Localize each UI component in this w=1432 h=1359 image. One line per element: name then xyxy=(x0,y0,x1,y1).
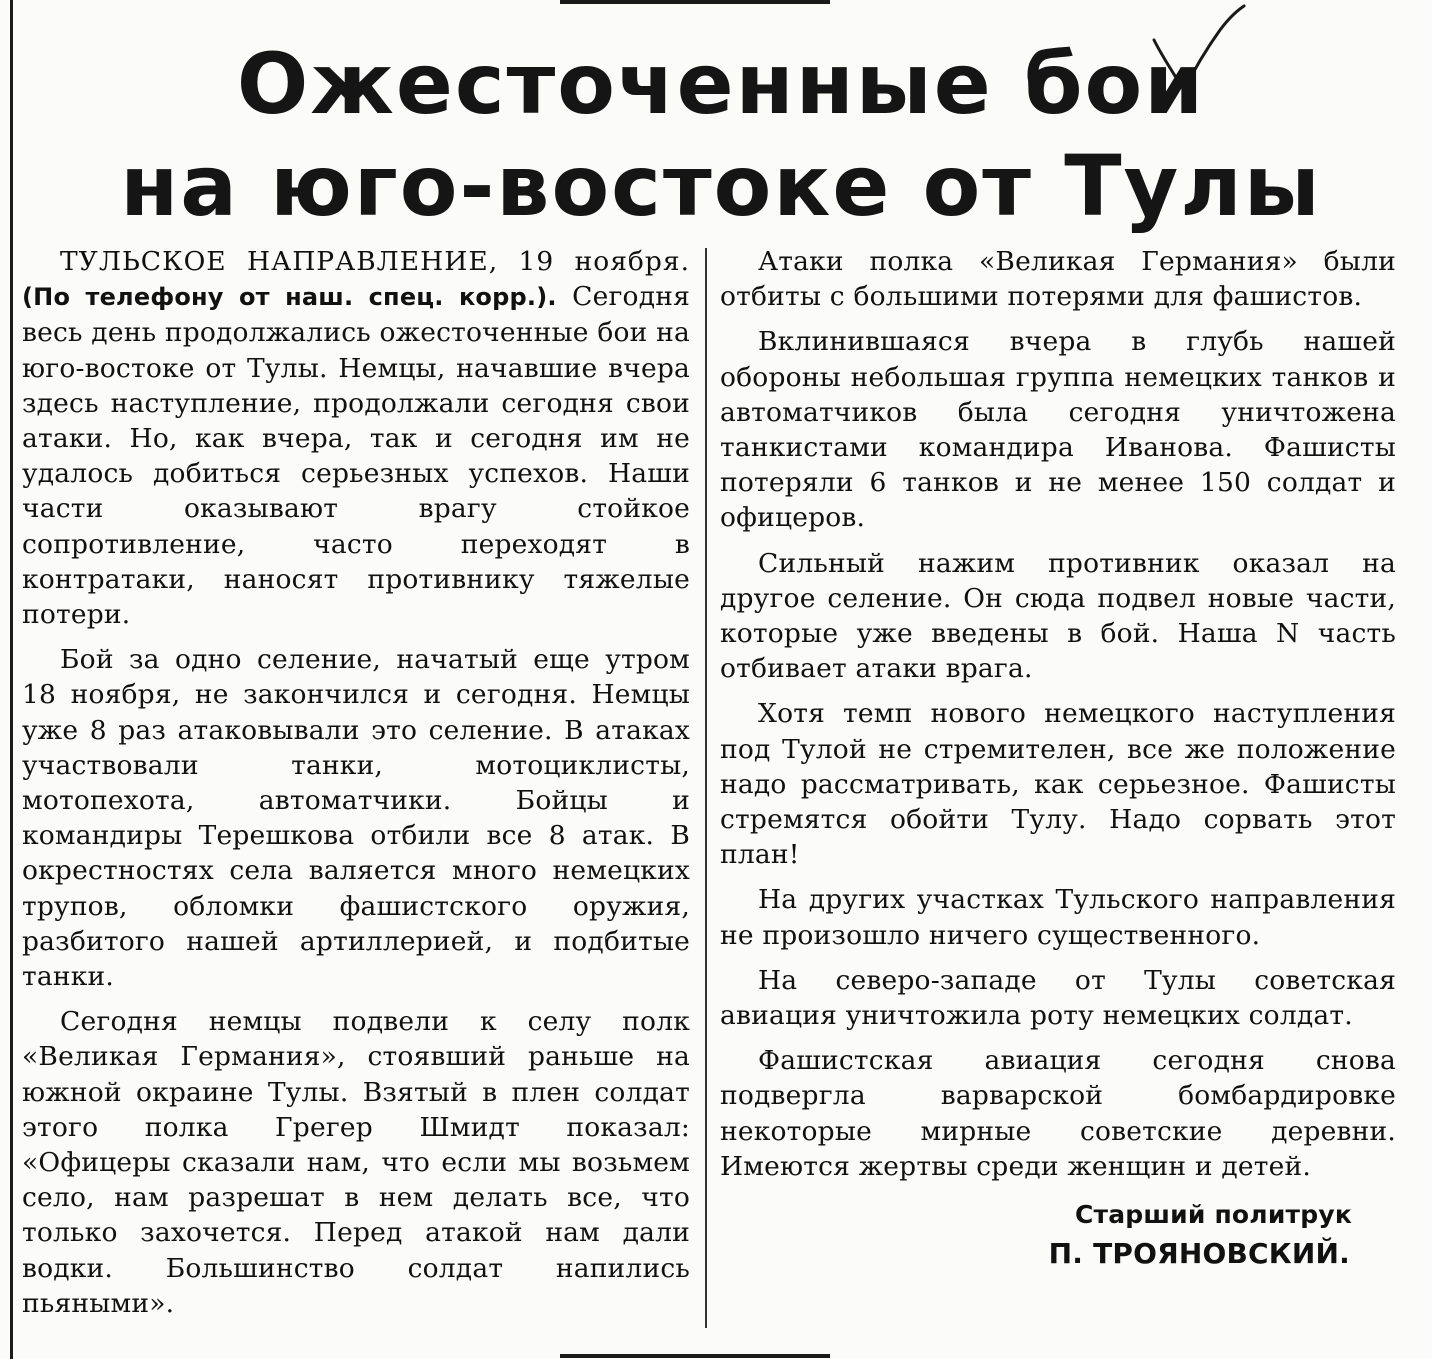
paragraph: Фашистская авиация сегодня снова подвергла варварской бомбардировке некоторые мирные советские деревни. Имеются жертвы среди женщин и детей. xyxy=(720,1045,1396,1182)
right-column xyxy=(720,244,1396,1274)
paragraph: Атаки полка «Великая Германия» были отбиты с большими потерями для фашистов. xyxy=(720,246,1396,313)
dateline: ТУЛЬСКОЕ НАПРАВЛЕНИЕ, 19 ноября. xyxy=(60,246,690,277)
paragraph: На других участках Тульского направления не произошло ничего существенного. xyxy=(720,884,1396,951)
byline-rank: Старший политрук xyxy=(1074,1200,1352,1230)
paragraph: Вклинившаяся вчера в глубь нашей обороны небольшая группа немецких танков и автоматчиков была сегодня уничтожена танкистами командира Иванова. Фашисты потеряли 6 танков и не менее 150 солдат и офицеров. xyxy=(720,326,1396,534)
lead-paragraph xyxy=(22,244,690,632)
bottom-border-rule xyxy=(560,1354,830,1358)
paragraph: Сегодня немцы подвели к селу полк «Великая Германия», стоявший раньше на южной окраине Тулы. Взятый в плен солдат этого полка Грегер Шмидт показал: «Офицеры сказали нам, что если мы возьмем село, нам разрешат в нем делать все, что только захочется. Перед атакой нам дали водки. Большинство солдат напились пьяными». xyxy=(22,1006,690,1319)
paragraph-text: Сегодня весь день продолжались ожесточенные бои на юго-востоке от Тулы. Немцы, начавшие вчера здесь наступление, продолжали сегодня свои атаки. Но, как вчера, так и сегодня им не удалось добиться серьезных успехов. Наши части оказывают врагу стойкое сопротивление, часто переходят в контратаки, наносят противнику тяжелые потери. xyxy=(22,281,690,631)
headline-line-2: на юго-востоке от Тулы xyxy=(120,137,1322,235)
top-border-rule xyxy=(560,0,830,4)
article-headline xyxy=(20,34,1412,238)
byline xyxy=(720,1196,1396,1274)
source-note: (По телефону от наш. спец. корр.). xyxy=(22,283,557,312)
left-border-rule xyxy=(10,0,13,1359)
headline-line-1: Ожесточенные бои xyxy=(236,35,1206,133)
column-divider xyxy=(705,248,707,1328)
paragraph: На северо-западе от Тулы советская авиация уничтожила роту немецких солдат. xyxy=(720,964,1396,1032)
left-column xyxy=(22,244,690,1321)
paragraph: Сильный нажим противник оказал на другое селение. Он сюда подвел новые части, которые уже введены в бой. Наша N часть отбивает атаки врага. xyxy=(720,547,1396,685)
paragraph: Хотя темп нового немецкого наступления под Тулой не стремителен, все же положение надо рассматривать, как серьезное. Фашисты стремятся обойти Тулу. Надо сорвать этот план! xyxy=(720,698,1396,871)
paragraph: Бой за одно селение, начатый еще утром 18 ноября, не закончился и сегодня. Немцы уже 8 раз атаковывали это селение. В атаках участвовали танки, мотоциклисты, мотопехота, автоматчики. Бойцы и командиры Терешкова отбили все 8 атак. В окрестностях села валяется много немецких трупов, обломки фашистского оружия, разбитого нашей артиллерией, и подбитые танки. xyxy=(22,644,690,993)
byline-name: П. ТРОЯНОВСКИЙ. xyxy=(1048,1237,1350,1271)
